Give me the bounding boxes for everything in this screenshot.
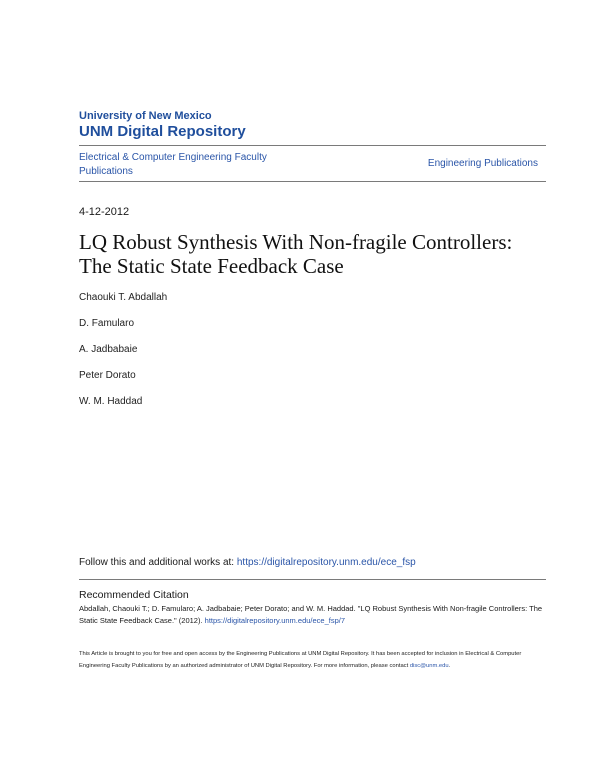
parent-collection-link[interactable]: Engineering Publications: [427, 158, 538, 169]
notice-text: This Article is brought to you for free and open access by the Engineering Publications at UNM Digital Repository. It has been accepted for inclusion in Electrical & Computer Engineering Faculty Publications by an authorized administrator of UNM Digital Repository. For more information, please contact: [79, 651, 522, 669]
author: A. Jadbabaie: [79, 344, 138, 355]
author: D. Famularo: [79, 318, 135, 329]
divider-bottom: [79, 579, 546, 580]
access-notice: [79, 648, 539, 672]
follow-label: Follow this and additional works at:: [79, 557, 235, 568]
contact-email-link[interactable]: disc@unm.edu: [409, 663, 449, 669]
publication-date: 4-12-2012: [79, 206, 130, 218]
follow-line: [79, 557, 416, 568]
citation-text: [79, 603, 549, 627]
citation-body: Abdallah, Chaouki T.; D. Famularo; A. Jadbabaie; Peter Dorato; and W. M. Haddad. "LQ Robust Synthesis With Non-fragile Controllers: The Static State Feedback Case." (2012).: [79, 604, 543, 625]
article-title: LQ Robust Synthesis With Non-fragile Controllers: The Static State Feedback Case: [79, 230, 513, 278]
collection-url-link[interactable]: https://digitalrepository.unm.edu/ece_fsp: [236, 557, 416, 568]
repository-name[interactable]: UNM Digital Repository: [79, 123, 246, 140]
author: Peter Dorato: [79, 370, 136, 381]
citation-url-link[interactable]: https://digitalrepository.unm.edu/ece_fsp/7: [204, 616, 346, 625]
recommended-citation-heading: Recommended Citation: [79, 589, 189, 601]
divider-top: [79, 145, 546, 146]
institution-name: University of New Mexico: [79, 110, 212, 122]
divider-mid: [79, 181, 546, 182]
notice-end: .: [448, 663, 451, 669]
author: W. M. Haddad: [79, 396, 143, 407]
author: Chaouki T. Abdallah: [79, 292, 168, 303]
collection-link[interactable]: Electrical & Computer Engineering Faculty Publications: [79, 152, 267, 177]
